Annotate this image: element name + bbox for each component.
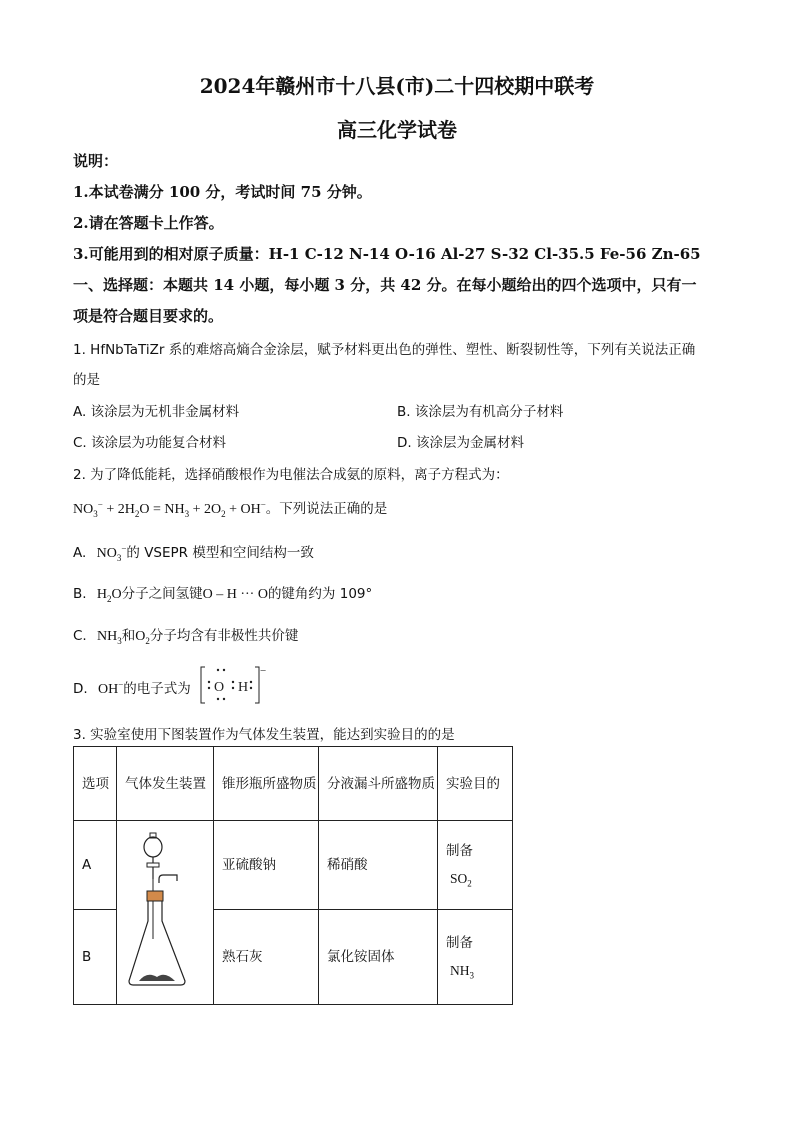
row-b-purpose-text: 制备 [446, 934, 473, 951]
table-row [74, 821, 513, 910]
row-b-purpose [438, 909, 513, 1004]
svg-text:−: − [260, 665, 267, 677]
q2-option-b [73, 582, 372, 603]
header-funnel-content: 分液漏斗所盛物质 [319, 747, 438, 821]
header-flask-content: 锥形瓶所盛物质 [214, 747, 319, 821]
q1-stem-cont: 的是 [73, 372, 100, 388]
row-a-funnel: 稀硝酸 [319, 821, 438, 910]
exam-subtitle: 高三化学试卷 [337, 118, 457, 142]
row-a-purpose [438, 821, 513, 910]
q2-option-a-label: A. [73, 545, 87, 561]
table-header-row [74, 747, 513, 821]
row-b-flask: 熟石灰 [214, 909, 319, 1004]
ammonia-formula: $NH_3$ [97, 629, 122, 646]
notes-line-3: 3.可能用到的相对原子质量：H-1 C-12 N-14 O-16 Al-27 S-32 Cl-35.5 Fe-56 Zn-65 [73, 245, 701, 263]
q2-equation [73, 497, 387, 518]
q2-option-b-text2: 的键角约为 109° [267, 586, 373, 602]
row-a-option: A [74, 821, 117, 910]
hydrogen-bond-notation: O – H ··· O [202, 587, 268, 602]
q2-option-c-label: C. [73, 628, 87, 644]
svg-text:O: O [214, 680, 225, 695]
q2-option-c-text: 分子均含有非极性共价键 [149, 628, 299, 644]
q1-option-c: C. 该涂层为功能复合材料 [73, 435, 227, 451]
q1-option-b: B. 该涂层为有机高分子材料 [397, 404, 564, 420]
row-a-purpose-text: 制备 [446, 842, 473, 859]
section-heading-line-2: 项是符合题目要求的。 [73, 307, 224, 325]
header-apparatus: 气体发生装置 [117, 747, 214, 821]
row-b-option: B [74, 909, 117, 1004]
q2-option-c [73, 624, 298, 645]
q2-equation-tail: 。下列说法正确的是 [265, 501, 388, 517]
q2-option-d [73, 677, 191, 698]
header-option: 选项 [74, 747, 117, 821]
q3-stem: 3. 实验室使用下图装置作为气体发生装置，能达到实验目的的是 [73, 727, 455, 743]
hydroxide-formula: OH− [97, 679, 124, 697]
row-b-funnel: 氯化铵固体 [319, 909, 438, 1004]
water-formula: $H_2O$ [96, 587, 122, 604]
q3-table [73, 746, 513, 1005]
q2-option-a [73, 541, 314, 562]
q2-option-b-label: B. [73, 586, 87, 602]
q2-option-a-text: 的 VSEPR 模型和空间结构一致 [126, 545, 314, 561]
header-purpose: 实验目的 [438, 747, 513, 821]
ammonia-product-formula: $NH_3$ [450, 962, 474, 981]
section-heading-line-1: 一、选择题：本题共 14 小题，每小题 3 分，共 42 分。在每小题给出的四个选项中，只有一 [73, 276, 697, 294]
exam-title: 2024年赣州市十八县(市)二十四校期中联考 [199, 74, 595, 98]
ionic-equation: $NO_3^- + 2H_2O = NH_3 + 2O_2 + OH^-$ [73, 499, 266, 519]
nitrate-ion: $NO_3^-$ [96, 543, 127, 563]
q2-stem: 2. 为了降低能耗，选择硝酸根作为电催法合成氨的原料，离子方程式为： [73, 467, 509, 483]
q2-option-b-text: 分子之间氢键 [121, 586, 203, 602]
oxygen-formula: $O_2$ [135, 629, 150, 646]
q2-option-d-label: D. [73, 681, 88, 697]
sulfur-dioxide-formula: $SO_2$ [450, 870, 472, 889]
notes-heading: 说明： [73, 152, 119, 170]
q1-option-a: A. 该涂层为无机非金属材料 [73, 404, 240, 420]
q1-option-d: D. 该涂层为金属材料 [397, 435, 524, 451]
q2-option-c-and: 和 [121, 628, 136, 644]
svg-text:H: H [238, 680, 249, 695]
lewis-structure-icon [198, 664, 268, 706]
apparatus-cell [117, 821, 214, 1005]
flask-apparatus-icon [117, 821, 213, 993]
row-a-flask: 亚硫酸钠 [214, 821, 319, 910]
notes-line-2: 2.请在答题卡上作答。 [73, 214, 224, 232]
q1-stem: 1. HfNbTaTiZr 系的难熔高熵合金涂层，赋予材料更出色的弹性、塑性、断裂韧性等，下列有关说法正确 [73, 342, 696, 358]
q2-option-d-text: 的电子式为 [123, 681, 191, 697]
notes-line-1: 1.本试卷满分 100 分，考试时间 75 分钟。 [73, 183, 372, 201]
